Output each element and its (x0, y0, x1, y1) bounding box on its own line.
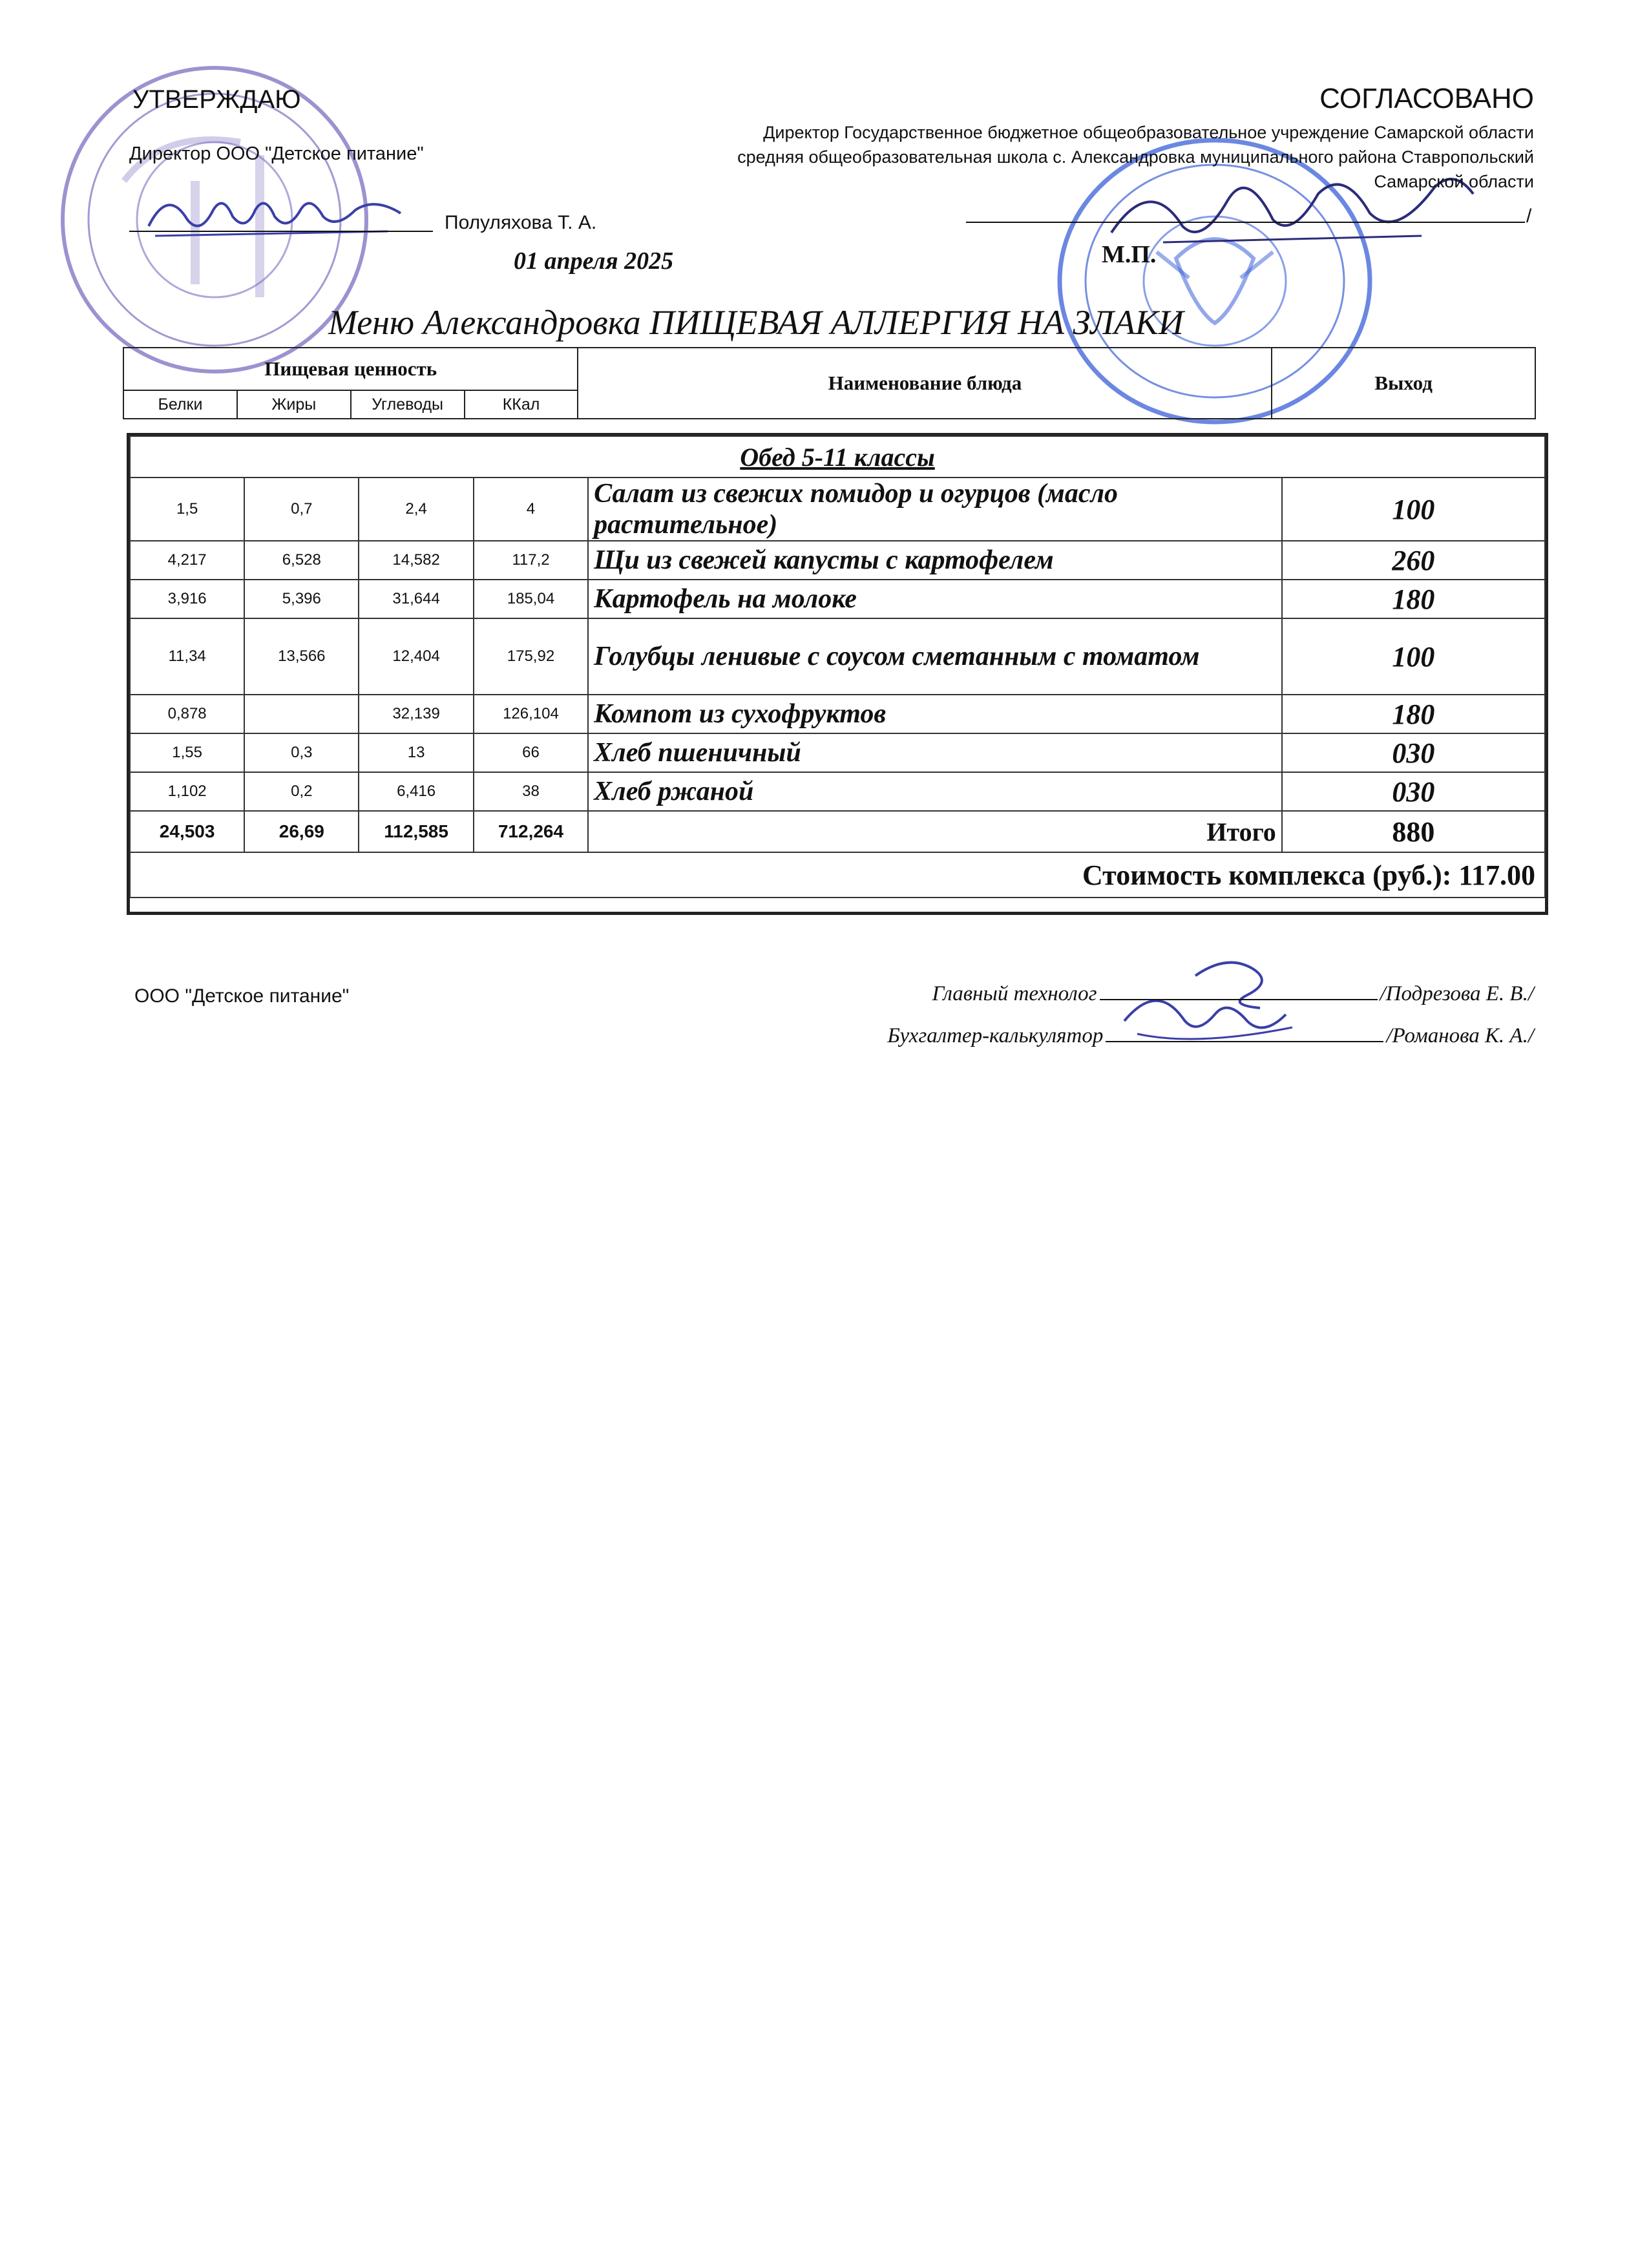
cell-dish: Хлеб ржаной (588, 772, 1282, 811)
agree-seal-mark: М.П. (1102, 241, 1157, 268)
cost-text: Стоимость комплекса (руб.): 117.00 (130, 852, 1545, 898)
table-row (130, 580, 1545, 618)
header-protein: Белки (123, 390, 237, 419)
cell-fat: 0,3 (244, 733, 359, 772)
cell-kcal: 117,2 (474, 541, 588, 580)
total-carbs: 112,585 (359, 811, 473, 852)
total-protein: 24,503 (130, 811, 244, 852)
cell-dish: Щи из свежей капусты с картофелем (588, 541, 1282, 580)
total-fat: 26,69 (244, 811, 359, 852)
approve-date: 01 апреля 2025 (514, 247, 674, 275)
header-carbs: Углеводы (351, 390, 465, 419)
cell-protein: 0,878 (130, 695, 244, 733)
signature-left (142, 174, 414, 246)
table-row (130, 772, 1545, 811)
cell-protein: 4,217 (130, 541, 244, 580)
cost-row (130, 852, 1545, 898)
header-kcal: ККал (465, 390, 578, 419)
cell-output: 260 (1282, 541, 1545, 580)
cell-protein: 1,5 (130, 478, 244, 541)
acct-signature-line (1106, 1041, 1383, 1042)
cell-kcal: 175,92 (474, 618, 588, 695)
total-label: Итого (588, 811, 1282, 852)
agree-signature-line (966, 222, 1525, 223)
cell-fat: 5,396 (244, 580, 359, 618)
cell-protein: 3,916 (130, 580, 244, 618)
cell-fat: 6,528 (244, 541, 359, 580)
approve-role: Директор ООО "Детское питание" (129, 143, 424, 164)
table-row (130, 541, 1545, 580)
totals-row (130, 811, 1545, 852)
cell-kcal: 38 (474, 772, 588, 811)
cell-carbs: 6,416 (359, 772, 473, 811)
tech-signature-line (1100, 999, 1378, 1000)
meal-name: Обед 5-11 классы (130, 436, 1545, 478)
cell-carbs: 31,644 (359, 580, 473, 618)
cell-output: 100 (1282, 478, 1545, 541)
cell-dish: Салат из свежих помидор и огурцов (масло растительное) (588, 478, 1282, 541)
cell-dish: Хлеб пшеничный (588, 733, 1282, 772)
cell-kcal: 126,104 (474, 695, 588, 733)
table-row (130, 733, 1545, 772)
cell-carbs: 12,404 (359, 618, 473, 695)
agree-slash: / (1526, 205, 1532, 227)
sign-technologist (932, 982, 1534, 1006)
cell-kcal: 66 (474, 733, 588, 772)
approve-name: Полуляхова Т. А. (445, 212, 597, 233)
header-nutrition: Пищевая ценность (123, 348, 578, 390)
cell-kcal: 4 (474, 478, 588, 541)
tech-name: /Подрезова Е. В./ (1380, 982, 1534, 1005)
table-row (130, 618, 1545, 695)
sign-accountant (887, 1024, 1534, 1048)
menu-title: Меню Александровка ПИЩЕВАЯ АЛЛЕРГИЯ НА ЗЛАКИ (328, 303, 1184, 342)
cell-protein: 11,34 (130, 618, 244, 695)
menu-header-table (123, 347, 1536, 419)
header-dish: Наименование блюда (578, 348, 1272, 419)
menu-body-table (129, 436, 1546, 898)
cell-fat (244, 695, 359, 733)
total-output: 880 (1282, 811, 1545, 852)
header-output: Выход (1272, 348, 1535, 419)
cell-output: 180 (1282, 580, 1545, 618)
cell-fat: 0,7 (244, 478, 359, 541)
cell-fat: 0,2 (244, 772, 359, 811)
cell-carbs: 14,582 (359, 541, 473, 580)
cell-carbs: 32,139 (359, 695, 473, 733)
footer-org: ООО "Детское питание" (134, 985, 350, 1007)
cell-output: 030 (1282, 772, 1545, 811)
approve-title: УТВЕРЖДАЮ (132, 85, 301, 114)
cell-fat: 13,566 (244, 618, 359, 695)
table-row (130, 478, 1545, 541)
cell-protein: 1,55 (130, 733, 244, 772)
header-fat: Жиры (237, 390, 351, 419)
total-kcal: 712,264 (474, 811, 588, 852)
cell-carbs: 13 (359, 733, 473, 772)
acct-name: /Романова К. А./ (1386, 1024, 1534, 1047)
cell-carbs: 2,4 (359, 478, 473, 541)
approve-signature-line (129, 231, 433, 232)
cell-protein: 1,102 (130, 772, 244, 811)
table-row (130, 695, 1545, 733)
cell-dish: Картофель на молоке (588, 580, 1282, 618)
cell-dish: Голубцы ленивые с соусом сметанным с томатом (588, 618, 1282, 695)
cell-output: 030 (1282, 733, 1545, 772)
cell-dish: Компот из сухофруктов (588, 695, 1282, 733)
agree-text: Директор Государственное бюджетное общеобразовательное учреждение Самарской области средняя общеобразовательная школа с. Александровка муниципального района Ставропольский Самарской области (737, 123, 1534, 191)
cell-kcal: 185,04 (474, 580, 588, 618)
acct-role: Бухгалтер-калькулятор (887, 1024, 1104, 1047)
tech-role: Главный технолог (932, 982, 1097, 1005)
agree-title: СОГЛАСОВАНО (1319, 83, 1534, 114)
cell-output: 180 (1282, 695, 1545, 733)
cell-output: 100 (1282, 618, 1545, 695)
